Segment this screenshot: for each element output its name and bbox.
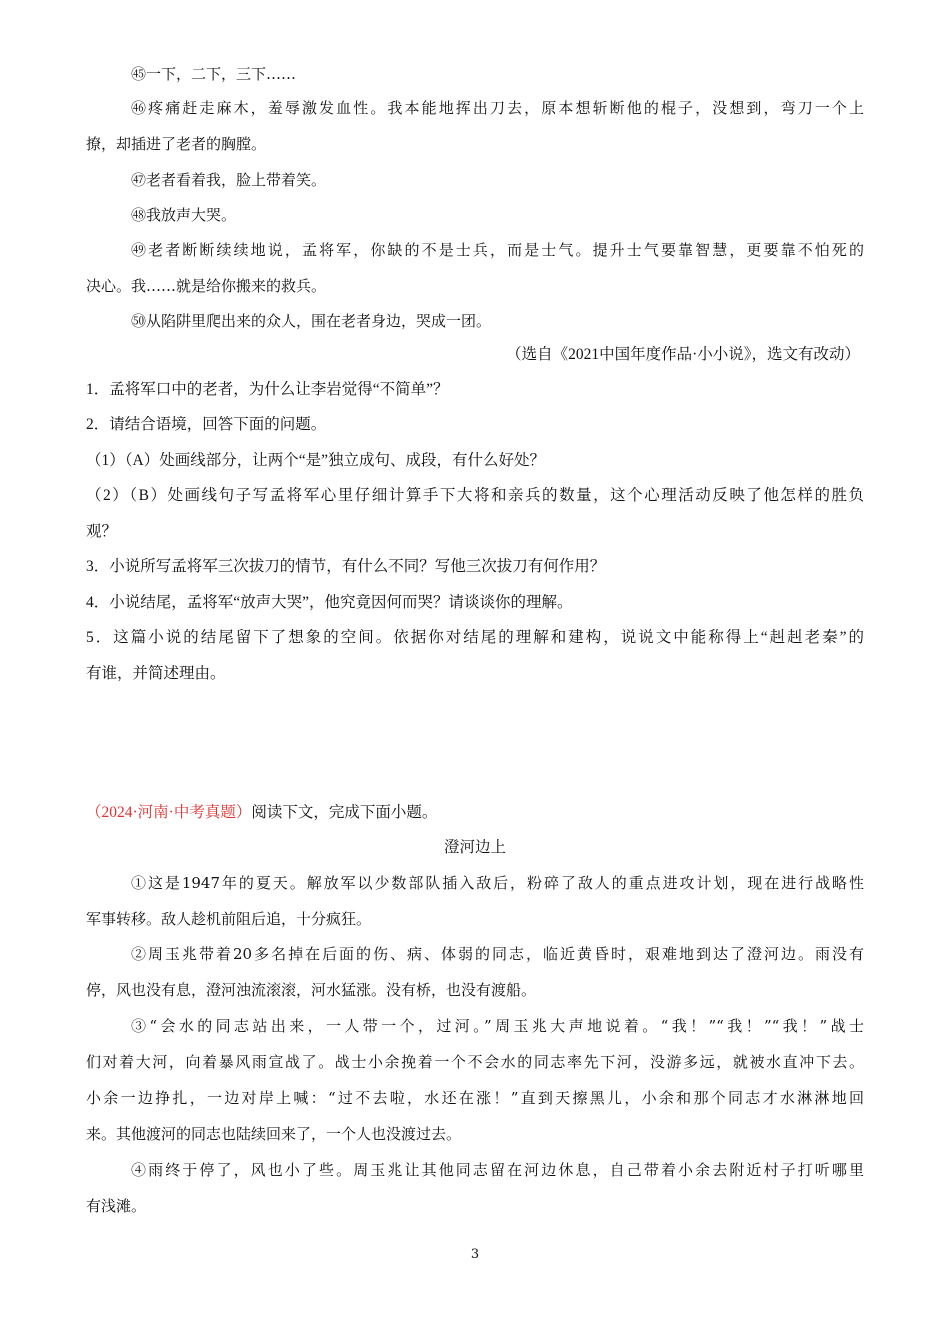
paragraph-47: ㊼老者看着我，脸上带着笑。 — [131, 171, 327, 189]
exam-header — [86, 803, 864, 823]
question-2: 2．请结合语境，回答下面的问题。 — [86, 416, 327, 433]
source-citation: （选自《2021中国年度作品·小小说》，选文有改动） — [506, 346, 860, 363]
page-number: 3 — [470, 1247, 480, 1262]
paragraph-2-line1: ②周玉兆带着20多名掉在后面的伤、病、体弱的同志，临近黄昏时，艰难地到达了澄河边。雨没有 — [131, 945, 864, 963]
paragraph-49-line2: 决心。我……就是给你搬来的救兵。 — [86, 277, 327, 295]
exam-source-tag: （2024·河南·中考真题） — [86, 804, 252, 821]
paragraph-49-line1: ㊾老者断断续续地说，孟将军，你缺的不是士兵，而是士气。提升士气要靠智慧，更要靠不怕死的 — [131, 241, 864, 259]
question-2-2-line2: 观？ — [86, 523, 118, 540]
paragraph-3-line4: 来。其他渡河的同志也陆续回来了，一个人也没渡过去。 — [86, 1125, 462, 1143]
paragraph-3-line2: 们对着大河，向着暴风雨宣战了。战士小余挽着一个不会水的同志率先下河，没游多远，就被水直冲下去。 — [86, 1053, 864, 1071]
question-5-line1: 5．这篇小说的结尾留下了想象的空间。依据你对结尾的理解和建构，说说文中能称得上“赳赳老秦”的 — [86, 629, 864, 646]
paragraph-4-line2: 有浅滩。 — [86, 1197, 147, 1215]
paragraph-3-line1: ③“会水的同志站出来，一人带一个，过河。”周玉兆大声地说着。“我！”“我！”“我！”战士 — [131, 1017, 864, 1035]
question-2-2-line1: （2）（B）处画线句子写孟将军心里仔细计算手下大将和亲兵的数量，这个心理活动反映了他怎样的胜负 — [86, 487, 864, 504]
paragraph-1-line2: 军事转移。敌人趁机前阻后追，十分疯狂。 — [86, 910, 372, 928]
paragraph-46-line2: 撩，却插进了老者的胸膛。 — [86, 135, 267, 153]
paragraph-45: ㊺一下，二下，三下…… — [131, 65, 297, 83]
question-5-line2: 有谁，并简述理由。 — [86, 665, 226, 682]
question-4: 4．小说结尾，孟将军“放声大哭”，他究竟因何而哭？请谈谈你的理解。 — [86, 594, 573, 611]
question-2-1: （1）（A）处画线部分，让两个“是”独立成句、成段，有什么好处？ — [86, 452, 545, 469]
paragraph-48: ㊽我放声大哭。 — [131, 206, 237, 224]
paragraph-50: ㊿从陷阱里爬出来的众人，围在老者身边，哭成一团。 — [131, 312, 492, 330]
question-1: 1．孟将军口中的老者，为什么让李岩觉得“不简单”？ — [86, 381, 449, 398]
question-3: 3．小说所写孟将军三次拔刀的情节，有什么不同？写他三次拔刀有何作用？ — [86, 558, 606, 575]
paragraph-4-line1: ④雨终于停了，风也小了些。周玉兆让其他同志留在河边休息，自己带着小余去附近村子打听哪里 — [131, 1161, 864, 1179]
exam-instruction: 阅读下文，完成下面小题。 — [251, 804, 438, 821]
paragraph-1-line1: ①这是1947年的夏天。解放军以少数部队插入敌后，粉碎了敌人的重点进攻计划，现在进行战略性 — [131, 874, 864, 892]
paragraph-46-line1: ㊻疼痛赶走麻木，羞辱激发血性。我本能地挥出刀去，原本想斩断他的棍子，没想到，弯刀一个上 — [131, 99, 864, 117]
paragraph-2-line2: 停，风也没有息，澄河浊流滚滚，河水猛涨。没有桥，也没有渡船。 — [86, 981, 537, 999]
paragraph-3-line3: 小余一边挣扎，一边对岸上喊：“过不去啦，水还在涨！”直到天擦黑儿，小余和那个同志才水淋淋地回 — [86, 1089, 864, 1107]
story-title: 澄河边上 — [443, 839, 506, 856]
